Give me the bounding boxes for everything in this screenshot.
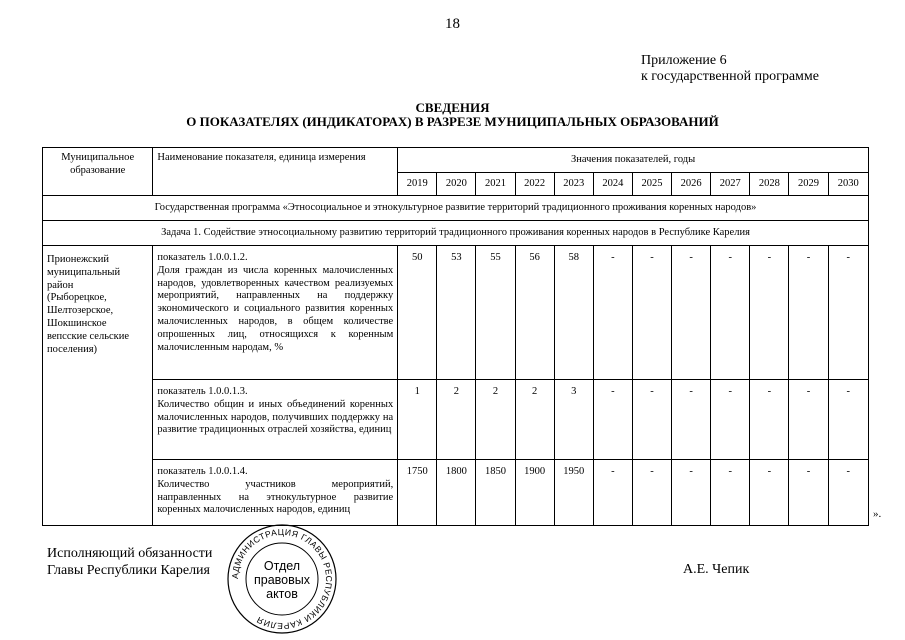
value-cell: 50 <box>398 246 437 380</box>
year-cell: 2019 <box>398 173 437 196</box>
task-row <box>43 221 869 246</box>
signatory-title <box>47 545 212 579</box>
header-indicator: Наименование показателя, единица измерения <box>153 148 398 196</box>
value-cell: 1750 <box>398 460 437 526</box>
value-cell: 1950 <box>554 460 593 526</box>
value-cell: - <box>672 246 711 380</box>
program-title: Государственная программа «Этносоциальное и этнокультурное развитие территорий традиционного проживания коренных народов» <box>43 196 869 221</box>
value-cell: - <box>672 460 711 526</box>
value-cell: 2 <box>515 380 554 460</box>
value-cell: 3 <box>554 380 593 460</box>
municipality-line: (Рыборецкое, <box>47 292 107 304</box>
value-cell: 2 <box>437 380 476 460</box>
appendix-note <box>641 53 819 85</box>
appendix-line2: к государственной программе <box>641 69 819 84</box>
signatory-title-line2: Главы Республики Карелия <box>47 563 210 578</box>
closing-quote: ». <box>873 508 882 520</box>
value-cell: 53 <box>437 246 476 380</box>
value-cell: - <box>828 460 868 526</box>
indicators-table <box>42 147 869 526</box>
value-cell: - <box>632 380 671 460</box>
year-cell: 2023 <box>554 173 593 196</box>
municipality-line: вепсские сельские <box>47 330 130 342</box>
value-cell: - <box>593 380 632 460</box>
signatory-name: А.Е. Чепик <box>683 562 750 577</box>
value-cell: 1850 <box>476 460 515 526</box>
municipality-line: поселения) <box>47 343 98 355</box>
indicator-code: показатель 1.0.0.1.3. <box>157 386 248 397</box>
indicator-cell <box>153 460 398 526</box>
year-cell: 2028 <box>750 173 789 196</box>
stamp-line1: Отдел <box>263 559 301 573</box>
indicator-cell <box>153 246 398 380</box>
task-title: Задача 1. Содействие этносоциальному развитию территорий традиционного проживания коренных народов в Республике Карелия <box>43 221 869 246</box>
page-number: 18 <box>445 16 460 32</box>
year-cell: 2030 <box>828 173 868 196</box>
municipality-cell <box>43 246 153 526</box>
value-cell: 55 <box>476 246 515 380</box>
stamp-ring-text: АДМИНИСТРАЦИЯ ГЛАВЫ РЕСПУБЛИКИ КАРЕЛИЯ <box>229 526 335 632</box>
value-cell: - <box>593 246 632 380</box>
value-cell: - <box>789 460 828 526</box>
table-row <box>43 380 869 460</box>
value-cell: - <box>593 460 632 526</box>
indicator-text: Доля граждан из числа коренных малочисленных народов, удовлетворенных качеством реализуемых мероприятий, направленных на поддержку экономического и социального развития коренных малочисленных народов, в общем количестве опрошенных лиц, относящихся к коренным малочисленным народам, % <box>157 264 394 353</box>
municipality-line: Прионежский <box>47 254 110 265</box>
value-cell: - <box>750 380 789 460</box>
value-cell: 2 <box>476 380 515 460</box>
document-heading <box>0 101 905 129</box>
indicator-text: Количество общин и иных объединений коренных малочисленных народов, получивших поддержку на развитие традиционных отраслей хозяйства, единиц <box>157 398 394 436</box>
value-cell: - <box>711 246 750 380</box>
value-cell: - <box>828 380 868 460</box>
value-cell: - <box>632 246 671 380</box>
value-cell: - <box>750 246 789 380</box>
value-cell: - <box>632 460 671 526</box>
value-cell: 58 <box>554 246 593 380</box>
official-stamp <box>226 523 338 635</box>
municipality-line: район <box>47 279 74 291</box>
table-row <box>43 460 869 526</box>
value-cell: - <box>711 460 750 526</box>
value-cell: 1800 <box>437 460 476 526</box>
value-cell: - <box>711 380 750 460</box>
value-cell: - <box>789 380 828 460</box>
year-cell: 2026 <box>672 173 711 196</box>
table-row <box>43 246 869 380</box>
appendix-line1: Приложение 6 <box>641 53 727 68</box>
value-cell: 1900 <box>515 460 554 526</box>
stamp-line2: правовых <box>254 573 310 587</box>
signatory-title-line1: Исполняющий обязанности <box>47 546 213 561</box>
heading-line1: СВЕДЕНИЯ <box>415 100 490 115</box>
value-cell: - <box>789 246 828 380</box>
year-cell: 2025 <box>632 173 671 196</box>
year-cell: 2020 <box>437 173 476 196</box>
indicator-code: показатель 1.0.0.1.2. <box>157 252 248 263</box>
value-cell: 56 <box>515 246 554 380</box>
header-row <box>43 148 869 173</box>
value-cell: - <box>828 246 868 380</box>
year-cell: 2021 <box>476 173 515 196</box>
year-cell: 2027 <box>711 173 750 196</box>
heading-line2: О ПОКАЗАТЕЛЯХ (ИНДИКАТОРАХ) В РАЗРЕЗЕ МУНИЦИПАЛЬНЫХ ОБРАЗОВАНИЙ <box>186 114 719 129</box>
indicator-cell <box>153 380 398 460</box>
header-values: Значения показателей, годы <box>398 148 869 173</box>
year-cell: 2029 <box>789 173 828 196</box>
year-cell: 2022 <box>515 173 554 196</box>
indicator-text: Количество участников мероприятий, направленных на этнокультурное развитие коренных малочисленных народов, единиц <box>157 478 394 516</box>
municipality-line: Шелтозерское, <box>47 305 114 317</box>
municipality-line: Шокшинское <box>47 317 107 329</box>
value-cell: - <box>672 380 711 460</box>
stamp-line3: актов <box>266 587 298 601</box>
municipality-line: муниципальный <box>47 266 121 278</box>
program-row <box>43 196 869 221</box>
indicator-code: показатель 1.0.0.1.4. <box>157 466 248 477</box>
header-municipality: Муниципальное образование <box>43 148 153 196</box>
value-cell: 1 <box>398 380 437 460</box>
value-cell: - <box>750 460 789 526</box>
year-cell: 2024 <box>593 173 632 196</box>
